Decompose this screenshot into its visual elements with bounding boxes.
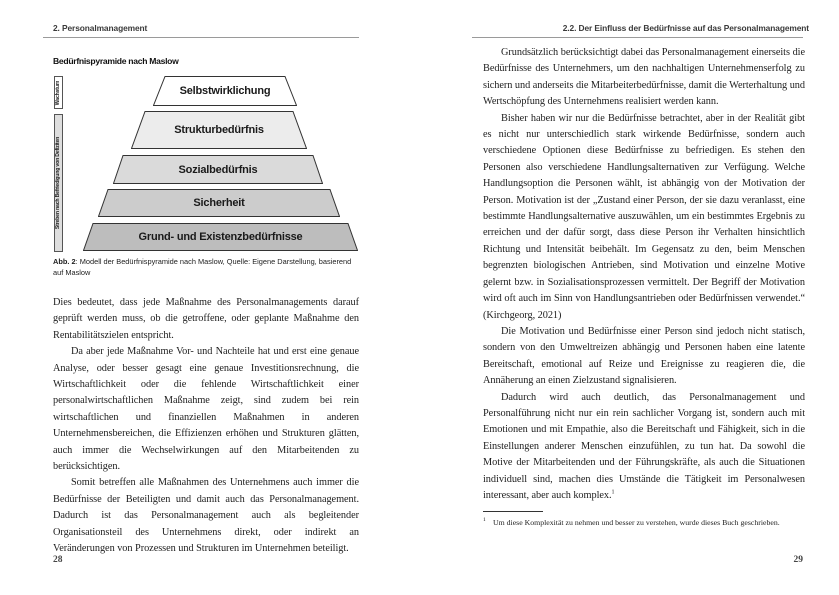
page-number: 29 (793, 555, 803, 565)
footnote-rule (483, 511, 543, 512)
page-number: 28 (53, 555, 63, 565)
maslow-pyramid (52, 74, 362, 252)
running-head: 2. Personalmanagement (53, 23, 148, 33)
pyramid-level-social (113, 155, 323, 184)
pyramid-label: Sicherheit (193, 197, 245, 209)
pyramid-level-basic (83, 223, 358, 251)
pyramid-label: Selbstwirklichung (179, 85, 271, 97)
side-label-deficit: Streben nach Befriedigung von Defiziten (54, 114, 63, 252)
left-page (0, 0, 419, 595)
pyramid-label: Grund- und Existenzbedürfnisse (138, 231, 303, 243)
right-page (420, 0, 839, 595)
paragraph: Bisher haben wir nur die Bedürfnisse betrachtet, aber in der Realität gibt es nicht nur unterschiedlich stark wirkende Bedürfnisse, sondern auch verschiedene Optionen diese Bedürfnisse zu befriedigen. Es stehen den Personen also verschiedene Handlungsalternativen zur Verfügung. Welche Handlungsoption die Personen wählt, ist abhängig von der Motivation der Person. Motivation ist der „Zustand einer Person, der sie dazu veranlasst, eine bestimmte Handlungsalternative auszuwählen, um ein bestimmtes Ergebnis zu erreichen und der dafür sorgt, dass diese Person ihr Verhalten hinsichtlich Richtung und Intensität beibehält. Im Gegensatz zu den, beim Menschen begrenzten biologischen Antrieben, sind Motivation und einzelne Motive gelernt bzw. in Sozialisationsprozessen vermittelt. Der Begriff der Motivation wird oft auch im Sinn von Handlungsantrieben oder Bedürfnissen verwendet.“ (Kirchgeorg, 2021) (483, 112, 805, 321)
footnote-reference[interactable]: 1 (611, 489, 615, 496)
paragraph: Dies bedeutet, dass jede Maßnahme des Personalmanagements darauf geprüft werden muss, ob die getroffene, oder geplante Maßnahme den Rentabilitätszielen entspricht. (53, 297, 359, 341)
body-text (483, 45, 805, 504)
footnote: 1 Um diese Komplexität zu nehmen und besser zu verstehen, wurde dieses Buch geschrieben. (483, 517, 780, 527)
pyramid-level-self-actualization (153, 76, 297, 106)
header-rule (43, 37, 359, 38)
header-rule (472, 37, 803, 38)
pyramid-level-safety (98, 189, 340, 217)
figure-caption: Abb. 2: Modell der Bedürfnispyramide nach Maslow, Quelle: Eigene Darstellung, basierend auf Maslow (53, 257, 352, 277)
running-head: 2.2. Der Einfluss der Bedürfnisse auf das Personalmanagement (562, 23, 809, 33)
paragraph: Die Motivation und Bedürfnisse einer Person sind jedoch nicht statisch, sondern von den Umweltreizen abhängig und Personen haben eine latente Bereitschaft, emotional auf Reize und Ereignisse zu reagieren die, die Annäherung an einen Zielzustand signalisieren. (483, 325, 805, 387)
side-label-growth: Wachstum (54, 76, 63, 109)
body-text (53, 295, 359, 558)
pyramid-label: Strukturbedürfnis (174, 124, 264, 136)
paragraph: Grundsätzlich berücksichtigt dabei das Personalmanagement einerseits die Bedürfnisse des Unternehmers, um den nachhaltigen Unternehmenserfolg zu sichern und anderseits die Mitarbeiterbedürfnisse, damit die Werterhaltung und Wertschöpfung des Unternehmens realisiert werden kann. (483, 47, 805, 108)
paragraph: Dadurch wird auch deutlich, das Personalmanagement und Personalführung nicht nur ein rein sachlicher Vorgang ist, sondern auch mit Emotionen und mit Empathie, also die Bereitschaft und Fähigkeit, sich in die Einstellungen anderer Menschen einzufühlen, zu tun hat. Da sowohl die Motive der Mitarbeitenden und der Führungskräfte, als auch die Situationen individuell sind, machen dies Umstände die Tätigkeit im Personalwesen interessant, aber auch komplex.$^1$ (483, 391, 805, 501)
paragraph: Da aber jede Maßnahme Vor- und Nachteile hat und erst eine genaue Analyse, oder besser gesagt eine genaue Investitionsrechnung, die Wirtschaftlichkeit oder die fehlende Wirtschaftlichkeit einer personalwirtschaftlichen Maßnahme zeigt, sind zudem bei rein wirtschaftlichen und finanziellen Maßnahmen in anderen Unternehmensbereichen, die Effizienzen erhöhen und Strukturen glätten, auch immer die Wechselwirkungen auf den Mitarbeitenden zu berücksichtigen. (53, 346, 359, 473)
pyramid-label: Sozialbedürfnis (178, 163, 258, 176)
pyramid-level-structure (131, 111, 307, 149)
paragraph: Somit betreffen alle Maßnahmen des Unternehmens auch immer die Bedürfnisse der Beteiligten und damit auch das Personalmanagement. Dadurch ist das Personalmanagement auch als begleitender Organisationsteil des Unternehmens direkt, oder indirekt an Veränderungen von Prozessen und Strukturen im Unternehmen beteiligt. (53, 477, 359, 555)
figure-title: Bedürfnispyramide nach Maslow (53, 56, 179, 66)
